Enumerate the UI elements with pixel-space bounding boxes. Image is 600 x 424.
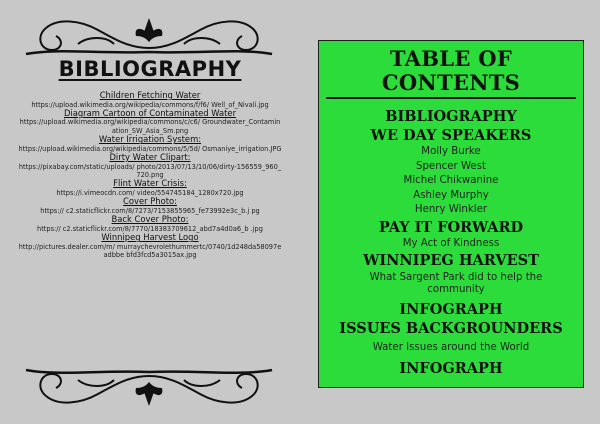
table-of-contents-panel xyxy=(318,40,584,388)
reference-url: https://i.vimeocdn.com/ video/554745184_1280x720.jpg xyxy=(56,188,244,197)
reference-item xyxy=(18,233,282,259)
reference-item xyxy=(18,215,282,233)
toc-item-pay-it-forward: PAY IT FORWARD xyxy=(378,218,524,236)
reference-url: https://upload.wikimedia.org/wikipedia/commons/5/5d/ Osmaniye_irrigation.JPG xyxy=(18,144,282,153)
reference-item xyxy=(18,91,282,109)
reference-item xyxy=(18,153,282,179)
reference-heading: Dirty Water Clipart: xyxy=(109,152,191,163)
reference-heading: Water Irrigation System: xyxy=(98,134,202,145)
flourish-ornament-bottom xyxy=(18,362,280,416)
reference-heading: Children Fetching Water xyxy=(99,90,201,100)
reference-url: https:// c2.staticflickr.com/8/7273/7153855965_fe73992e3c_b.j pg xyxy=(40,206,260,215)
reference-item xyxy=(18,179,282,197)
title-underline xyxy=(326,97,576,99)
toc-item-issues-backgrounders: ISSUES BACKGROUNDERS xyxy=(339,320,563,337)
toc-item-bibliography: BIBLIOGRAPHY xyxy=(385,108,517,125)
toc-subitem-speaker: Ashley Murphy xyxy=(413,189,489,201)
toc-list xyxy=(319,107,583,378)
toc-title: TABLE OF CONTENTS xyxy=(381,46,521,95)
toc-subitem-speaker: Spencer West xyxy=(416,160,486,172)
bibliography-title: BIBLIOGRAPHY xyxy=(58,57,242,81)
toc-subitem-water-issues: Water Issues around the World xyxy=(372,342,530,353)
toc-item-winnipeg-harvest: WINNIPEG HARVEST xyxy=(363,252,539,269)
toc-item-infograph: INFOGRAPH xyxy=(399,301,503,318)
reference-url: https://upload.wikimedia.org/wikipedia/commons/f/f6/ Well_of_Nivali.jpg xyxy=(31,100,269,109)
toc-item-infograph-2: INFOGRAPH xyxy=(399,359,503,377)
reference-heading: Cover Photo: xyxy=(123,196,177,207)
reference-url: http://pictures.dealer.com/m/ murraychevrolethummertc/0740/1d248da58097eadbbe bfd3fcd5a3015ax.jpg xyxy=(18,242,282,260)
reference-heading: Diagram Cartoon of Contaminated Water xyxy=(63,107,237,118)
toc-subitem-speaker: Michel Chikwanine xyxy=(403,175,499,186)
toc-subitem-act-of-kindness: My Act of Kindness xyxy=(402,237,500,249)
toc-subitem-sargent-park: What Sargent Park did to help the community xyxy=(369,272,543,295)
reference-url: https://upload.wikimedia.org/wikipedia/commons/c/c6/ Groundwater_Contamination_SW_Asia_Sm.png xyxy=(19,118,281,135)
flourish-ornament-top xyxy=(18,8,280,60)
reference-url: https://pixabay.com/static/uploads/ photo/2013/07/13/10/06/dirty-156559_960_720.png xyxy=(18,162,282,180)
reference-heading: Winnipeg Harvest Logo xyxy=(101,232,199,243)
reference-heading: Back Cover Photo: xyxy=(111,214,189,225)
reference-item xyxy=(18,109,282,135)
reference-item xyxy=(18,197,282,215)
toc-subitem-speaker: Molly Burke xyxy=(421,146,481,157)
reference-heading: Flint Water Crisis: xyxy=(113,178,187,189)
reference-item xyxy=(18,135,282,153)
toc-item-we-day-speakers: WE DAY SPEAKERS xyxy=(370,127,532,144)
reference-url: https:// c2.staticflickr.com/8/7770/18383709612_abd7a4d0a6_b .jpg xyxy=(37,224,263,233)
reference-list xyxy=(18,91,282,259)
toc-subitem-speaker: Henry Winkler xyxy=(414,204,488,215)
